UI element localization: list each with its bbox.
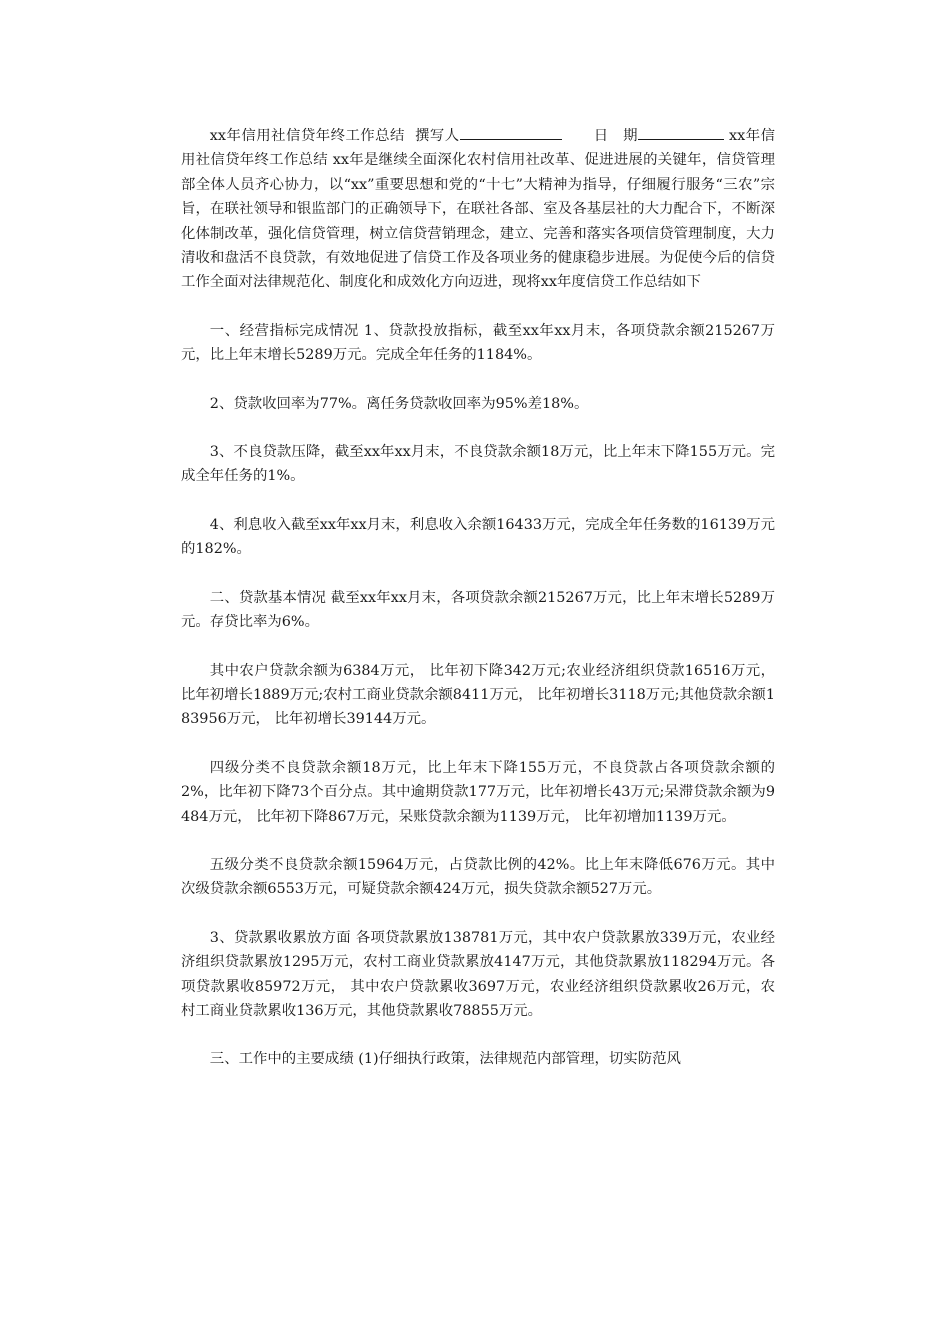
intro-text: xx年信用社信贷年终工作总结 xx年是继续全面深化农村信用社改革、促进进展的关键年，信贷管理部全体人员齐心协力，以“xx”重要思想和党的“十七”大精神为指导，仔细履行服务“三农”宗旨，在联社领导和银监部门的正确领导下，在联社各部、室及各基层社的大力配合下，不断深化体制改革，强化信贷管理，树立信贷营销理念，建立、完善和落实各项信贷管理制度，大力清收和盘活不良贷款，有效地促进了信贷工作及各项业务的健康稳步进展。为促使今后的信贷工作全面对法律规范化、制度化和成效化方向迈进，现将xx年度信贷工作总结如下	[181, 128, 775, 291]
paragraph-4: 4、利息收入截至xx年xx月末，利息收入余额16433万元，完成全年任务数的16139万元的182%。	[181, 516, 775, 558]
paragraph-10: 三、工作中的主要成绩 (1)仔细执行政策，法律规范内部管理，切实防范风	[209, 1051, 681, 1068]
writer-label: 撰写人	[415, 128, 460, 144]
intro-paragraph	[181, 124, 775, 295]
paragraph-7: 四级分类不良贷款余额18万元，比上年末下降155万元，不良贷款占各项贷款余额的2%，比年初下降73个百分点。其中逾期贷款177万元，比年初增长43万元;呆滞贷款余额为9484万元， 比年初下降867万元，呆账贷款余额为1139万元， 比年初增加1139万元。	[181, 759, 775, 825]
writer-blank	[460, 125, 562, 140]
date-label-part-1: 日	[593, 128, 609, 144]
paragraph-1: 一、经营指标完成情况 1、贷款投放指标，截至xx年xx月末，各项贷款余额215267万元，比上年末增长5289万元。完成全年任务的1184%。	[181, 322, 775, 364]
document-page	[181, 124, 775, 1096]
document-title: xx年信用社信贷年终工作总结	[209, 128, 405, 144]
paragraph-9: 3、贷款累收累放方面 各项贷款累放138781万元，其中农户贷款累放339万元，农业经济组织贷款累放1295万元，农村工商业贷款累放4147万元，其他贷款累放118294万元。各项贷款累收85972万元， 其中农户贷款累收3697万元，农业经济组织贷款累收26万元，农村工商业贷款累收136万元，其他贷款累收78855万元。	[181, 929, 775, 1019]
paragraph-6: 其中农户贷款余额为6384万元， 比年初下降342万元;农业经济组织贷款16516万元，比年初增长1889万元;农村工商业贷款余额8411万元， 比年初增长3118万元;其他贷款余额183956万元， 比年初增长39144万元。	[181, 662, 775, 728]
date-label-part-2: 期	[622, 128, 638, 144]
paragraph-8: 五级分类不良贷款余额15964万元，占贷款比例的42%。比上年末降低676万元。其中次级贷款余额6553万元，可疑贷款余额424万元，损失贷款余额527万元。	[181, 856, 775, 898]
date-blank	[638, 125, 724, 140]
paragraph-2: 2、贷款收回率为77%。离任务贷款收回率为95%差18%。	[209, 395, 589, 412]
paragraph-3: 3、不良贷款压降，截至xx年xx月末，不良贷款余额18万元，比上年末下降155万元。完成全年任务的1%。	[181, 444, 775, 485]
paragraph-5: 二、贷款基本情况 截至xx年xx月末，各项贷款余额215267万元，比上年末增长5289万元。存贷比率为6%。	[181, 589, 775, 631]
